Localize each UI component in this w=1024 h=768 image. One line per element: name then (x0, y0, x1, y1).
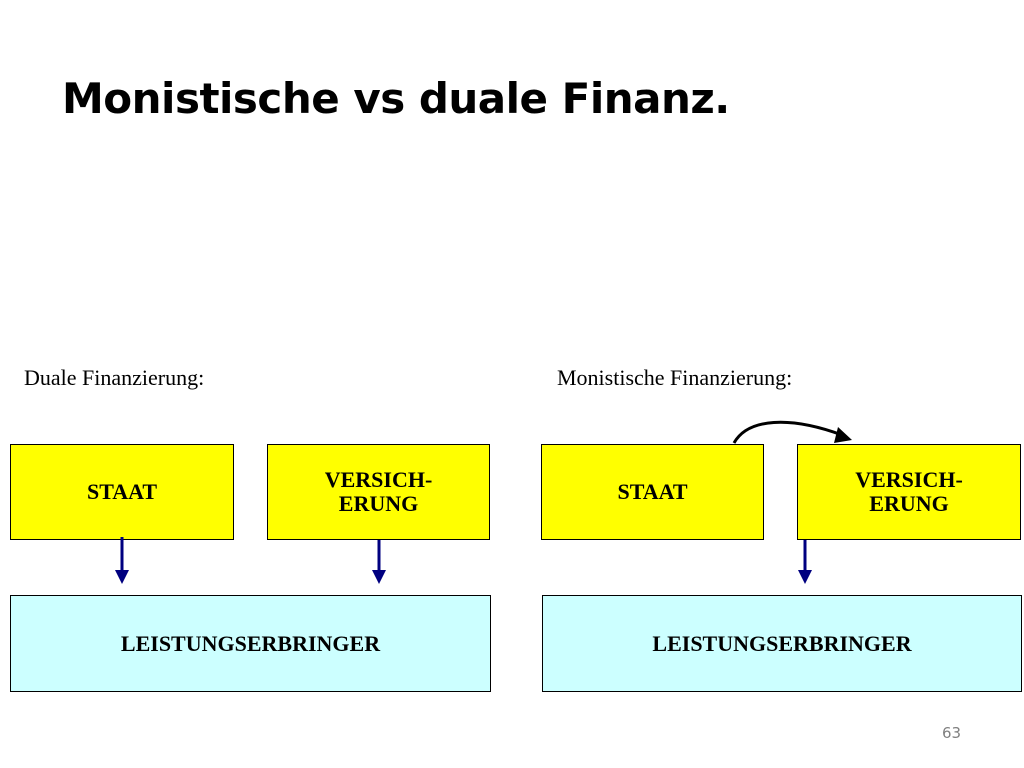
staat-to-versicherung-transfer-arrow (734, 422, 852, 443)
right-leistungserbringer-label: LEISTUNGSERBRINGER (652, 630, 912, 656)
right-staat-label: STAAT (617, 479, 688, 504)
right-versicherung-label-line2: ERUNG (869, 491, 949, 516)
page-number: 63 (942, 724, 962, 742)
versicherung-to-leistungserbringer-arrow-right (798, 540, 812, 584)
staat-to-leistungserbringer-arrow (115, 537, 129, 584)
left-leistungserbringer-label: LEISTUNGSERBRINGER (120, 630, 381, 656)
left-staat-label: STAAT (86, 479, 158, 504)
monistische-finanzierung-label: Monistische Finanzierung: (557, 365, 793, 390)
right-versicherung-label-line1: VERSICH- (855, 467, 963, 492)
versicherung-to-leistungserbringer-arrow-left (372, 540, 386, 584)
duale-finanzierung-label: Duale Finanzierung: (24, 365, 205, 390)
left-versicherung-label-line2: ERUNG (338, 491, 419, 516)
left-versicherung-label-line1: VERSICH- (324, 467, 433, 492)
slide-title: Monistische vs duale Finanz. (62, 74, 730, 123)
